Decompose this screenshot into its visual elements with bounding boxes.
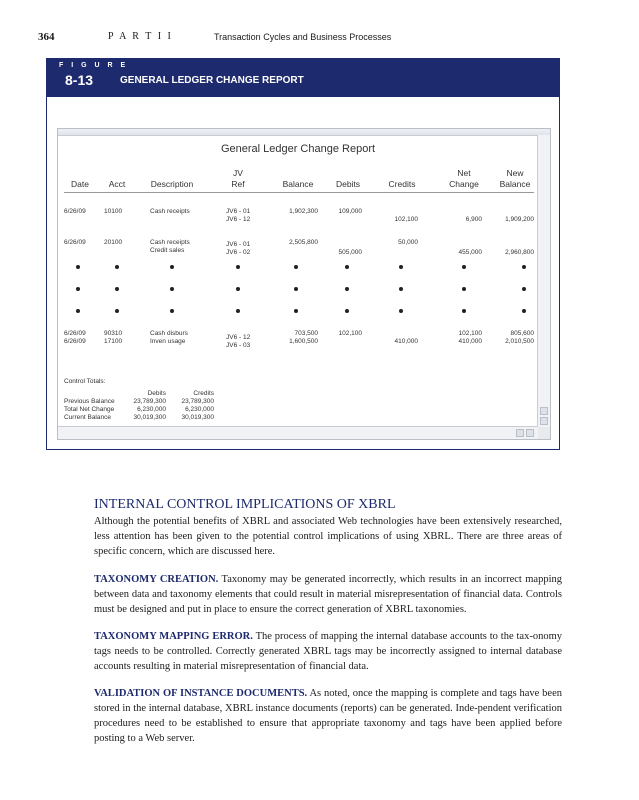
ellipsis-dot xyxy=(522,265,526,269)
section-heading: INTERNAL CONTROL IMPLICATIONS OF XBRL xyxy=(94,497,396,512)
header-credits: Credits xyxy=(388,179,416,189)
row1-debits: 109,000 xyxy=(338,208,362,215)
ellipsis-dot xyxy=(76,287,80,291)
row3-description-1: Cash disburs xyxy=(150,330,188,337)
paragraph-mapping-error xyxy=(94,629,562,674)
row1-credits: 102,100 xyxy=(394,216,418,223)
row2-jv2: JV6 - 02 xyxy=(226,249,251,256)
ellipsis-dot xyxy=(462,287,466,291)
row3-date-2: 6/26/09 xyxy=(64,338,86,345)
ellipsis-dot xyxy=(345,287,349,291)
totals-row-credits: 6,230,000 xyxy=(185,406,214,413)
row2-date: 6/26/09 xyxy=(64,239,86,246)
ellipsis-dot xyxy=(345,309,349,313)
paragraph-lead: VALIDATION OF INSTANCE DOCUMENTS. xyxy=(94,687,308,699)
ellipsis-dot xyxy=(170,287,174,291)
row3-balance-2: 1,600,500 xyxy=(289,338,318,345)
ellipsis-dot xyxy=(294,265,298,269)
row3-acct-2: 17100 xyxy=(104,338,123,345)
totals-debits-header: Debits xyxy=(147,390,166,397)
row1-net-change: 6,900 xyxy=(465,216,482,223)
scroll-up-icon[interactable] xyxy=(540,407,548,415)
intro-text: Although the potential benefits of XBRL and associated Web technologies have been extensively researched, less attention has been given to the potential control implications of using XBRL. There are three areas of specific concern, which are discussed here. xyxy=(94,515,562,557)
row3-description-2: Inven usage xyxy=(150,338,186,345)
header-new: New xyxy=(506,168,524,178)
row2-jv1: JV6 - 01 xyxy=(226,241,251,248)
paragraph-text: Taxonomy may be generated incorrectly, which results in an incorrect mapping between data and taxonomy elements that could result in material misrepresentation of financial data. Controls must be designed and put in place to ensure the correct generation of XBRL taxonomies. xyxy=(94,573,562,615)
totals-credits-header: Credits xyxy=(193,390,214,397)
paragraph-text: As noted, once the mapping is complete and tags have been stored in the internal database, XBRL instance documents (reports) can be generated. Inde-pendent verification procedures need to be established to ensure that appropriate taxonomy and tags have been applied before posting to a Web server. xyxy=(94,687,562,744)
row3-net-change-1: 102,100 xyxy=(458,330,482,337)
row3-acct-1: 90310 xyxy=(104,330,123,337)
row2-acct: 20100 xyxy=(104,239,123,246)
page-number: 364 xyxy=(38,31,55,43)
control-totals-label: Control Totals: xyxy=(64,378,106,385)
totals-row-label: Current Balance xyxy=(64,414,111,421)
report-window xyxy=(57,128,551,440)
ellipsis-dot xyxy=(462,265,466,269)
figure-number: 8-13 xyxy=(65,72,94,88)
ellipsis-dot xyxy=(76,265,80,269)
totals-row-label: Previous Balance xyxy=(64,398,115,405)
totals-row-credits: 30,019,300 xyxy=(181,414,214,421)
figure-title: GENERAL LEDGER CHANGE REPORT xyxy=(120,75,304,86)
ellipsis-dot xyxy=(115,309,119,313)
figure-caption-band xyxy=(47,59,559,97)
header-rule xyxy=(64,192,534,193)
ellipsis-dot xyxy=(170,265,174,269)
row2-credits: 50,000 xyxy=(398,239,418,246)
row1-new-balance: 1,909,200 xyxy=(505,216,534,223)
totals-row-credits: 23,789,300 xyxy=(181,398,214,405)
row2-description-1: Cash receipts xyxy=(150,239,190,246)
intro-paragraph xyxy=(94,514,562,559)
running-head xyxy=(38,31,601,47)
header-balance: Balance xyxy=(282,179,314,189)
header-ref: Ref xyxy=(231,179,245,189)
ellipsis-dot xyxy=(294,287,298,291)
row3-jv1: JV6 - 12 xyxy=(226,334,251,341)
ellipsis-dot xyxy=(115,265,119,269)
row3-balance-1: 703,500 xyxy=(294,330,318,337)
ellipsis-dot xyxy=(399,309,403,313)
row2-debits: 505,000 xyxy=(338,249,362,256)
resize-corner[interactable] xyxy=(538,427,550,439)
row3-net-change-2: 410,000 xyxy=(458,338,482,345)
paragraph-validation xyxy=(94,686,562,746)
ledger-change-report xyxy=(58,135,538,427)
vertical-scrollbar[interactable] xyxy=(537,135,550,427)
row2-net-change: 455,000 xyxy=(458,249,482,256)
totals-row-debits: 30,019,300 xyxy=(133,414,166,421)
row2-new-balance: 2,960,800 xyxy=(505,249,534,256)
row1-balance: 1,902,300 xyxy=(289,208,318,215)
ellipsis-dot xyxy=(236,287,240,291)
report-title: General Ledger Change Report xyxy=(220,143,376,155)
ellipsis-dot xyxy=(522,287,526,291)
part-label: P A R T I I xyxy=(108,31,173,42)
row3-new-balance-1: 805,600 xyxy=(510,330,534,337)
row1-jv2: JV6 - 12 xyxy=(226,216,251,223)
row3-jv2: JV6 - 03 xyxy=(226,342,251,349)
row1-acct: 10100 xyxy=(104,208,123,215)
ellipsis-dot xyxy=(170,309,174,313)
ellipsis-dot xyxy=(399,287,403,291)
chapter-title: Transaction Cycles and Business Processes xyxy=(214,32,392,42)
ellipsis-dot xyxy=(76,309,80,313)
ellipsis-dot xyxy=(115,287,119,291)
horizontal-scrollbar[interactable] xyxy=(58,426,538,439)
header-change: Change xyxy=(449,179,479,189)
scroll-down-icon[interactable] xyxy=(540,417,548,425)
row3-credits: 410,000 xyxy=(394,338,418,345)
row1-description: Cash receipts xyxy=(150,208,190,215)
header-acct: Acct xyxy=(108,179,126,189)
row1-date: 6/26/09 xyxy=(64,208,86,215)
figure-label: F I G U R E xyxy=(59,62,129,69)
totals-row-debits: 6,230,000 xyxy=(137,406,166,413)
row3-date-1: 6/26/09 xyxy=(64,330,86,337)
ellipsis-dot xyxy=(345,265,349,269)
ellipsis-dot xyxy=(462,309,466,313)
header-date: Date xyxy=(71,179,89,189)
row1-jv1: JV6 - 01 xyxy=(226,208,251,215)
ellipsis-dot xyxy=(236,309,240,313)
totals-row-debits: 23,789,300 xyxy=(133,398,166,405)
paragraph-lead: TAXONOMY CREATION. xyxy=(94,573,219,585)
header-description: Description xyxy=(150,179,194,189)
figure-8-13 xyxy=(46,58,560,450)
header-debits: Debits xyxy=(335,179,361,189)
paragraph-text: The process of mapping the internal database accounts to the tax-onomy tags needs to be controlled. Correctly generated XBRL tags may be incorrectly assigned to internal database accounts resulting in material misrepresentation of financial data. xyxy=(94,630,562,672)
header-new-balance: Balance xyxy=(499,179,531,189)
row2-balance: 2,505,800 xyxy=(289,239,318,246)
row3-debits: 102,100 xyxy=(338,330,362,337)
ellipsis-dot xyxy=(236,265,240,269)
header-net: Net xyxy=(457,168,471,178)
ellipsis-dot xyxy=(399,265,403,269)
totals-row-label: Total Net Change xyxy=(64,406,115,413)
scroll-left-icon[interactable] xyxy=(516,429,524,437)
ellipsis-dot xyxy=(522,309,526,313)
ellipsis-dot xyxy=(294,309,298,313)
header-jv: JV xyxy=(233,168,243,178)
row2-description-2: Credit sales xyxy=(150,247,185,254)
paragraph-lead: TAXONOMY MAPPING ERROR. xyxy=(94,630,253,642)
row3-new-balance-2: 2,010,500 xyxy=(505,338,534,345)
paragraph-taxonomy-creation xyxy=(94,572,562,617)
scroll-right-icon[interactable] xyxy=(526,429,534,437)
